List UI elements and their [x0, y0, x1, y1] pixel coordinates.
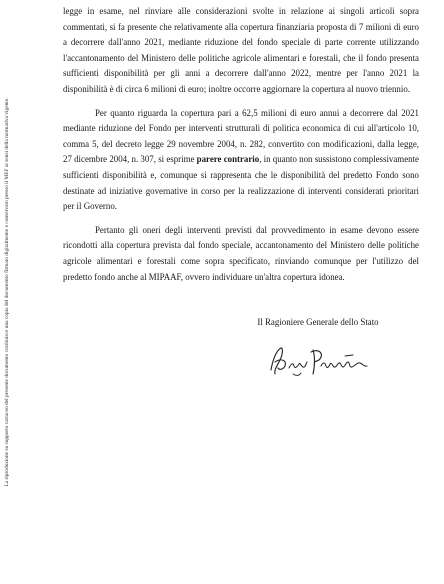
paragraph-text: , in quanto non sussistono complessivamente sufficienti disponibilità e, comunque si rappresenta che le disponibilità del predetto Fondo sono destinate ad iniziative governative in corso per la realizzazione di interventi considerati prioritari per il Governo.	[63, 154, 419, 212]
side-note-text: La riproduzione su supporto cartaceo del presente documento costituisce una copia del documento firmato digitalmente e conservato presso il MEF ai sensi della normativa vigente.	[4, 97, 10, 487]
document-body	[63, 4, 419, 293]
paragraph	[63, 4, 419, 98]
side-margin-note	[0, 0, 14, 584]
paragraph-text: legge in esame, nel rinviare alle considerazioni svolte in relazione ai singoli articoli sopra commentati, si fa presente che relativamente alla copertura finanziaria proposta di 7 milioni di euro a decorrere dall'anno 2021, mediante riduzione del fondo speciale di parte corrente utilizzando l'accantonamento del Ministero delle politiche agricole alimentari e forestali, che il fondo presenta sufficienti disponibilità per gli anni a decorrere dall'anno 2022, mentre per l'anno 2021 la disponibilità è di circa 6 milioni di euro; inoltre occorre aggiornare la copertura al nuovo triennio.	[63, 6, 419, 94]
paragraph-emphasis: parere contrario	[196, 154, 260, 165]
handwritten-signature	[263, 340, 373, 384]
paragraph	[63, 106, 419, 215]
signature-block	[228, 316, 408, 384]
signature-title: Il Ragioniere Generale dello Stato	[257, 317, 379, 327]
paragraph-text: Per quanto riguarda la copertura pari a 62,5 milioni di euro annui a decorrere dal 2021 mediante riduzione del Fondo per interventi strutturali di politica economica di cui all'articolo 10, comma 5, del decreto legge 29 novembre 2004, n. 282, convertito con modificazioni, dalla legge, 27 dicembre 2004, n. 307, si esprime	[63, 107, 419, 165]
paragraph	[63, 223, 419, 285]
paragraph-text: Pertanto gli oneri degli interventi previsti dal provvedimento in esame devono essere ricondotti alla copertura prevista dal fondo speciale, accantonamento del Ministero delle politiche agricole alimentari e forestali come sopra specificato, rinviando comunque per l'utilizzo del predetto fondo anche al MIPAAF, ovvero individuare un'altra copertura idonea.	[63, 224, 419, 282]
